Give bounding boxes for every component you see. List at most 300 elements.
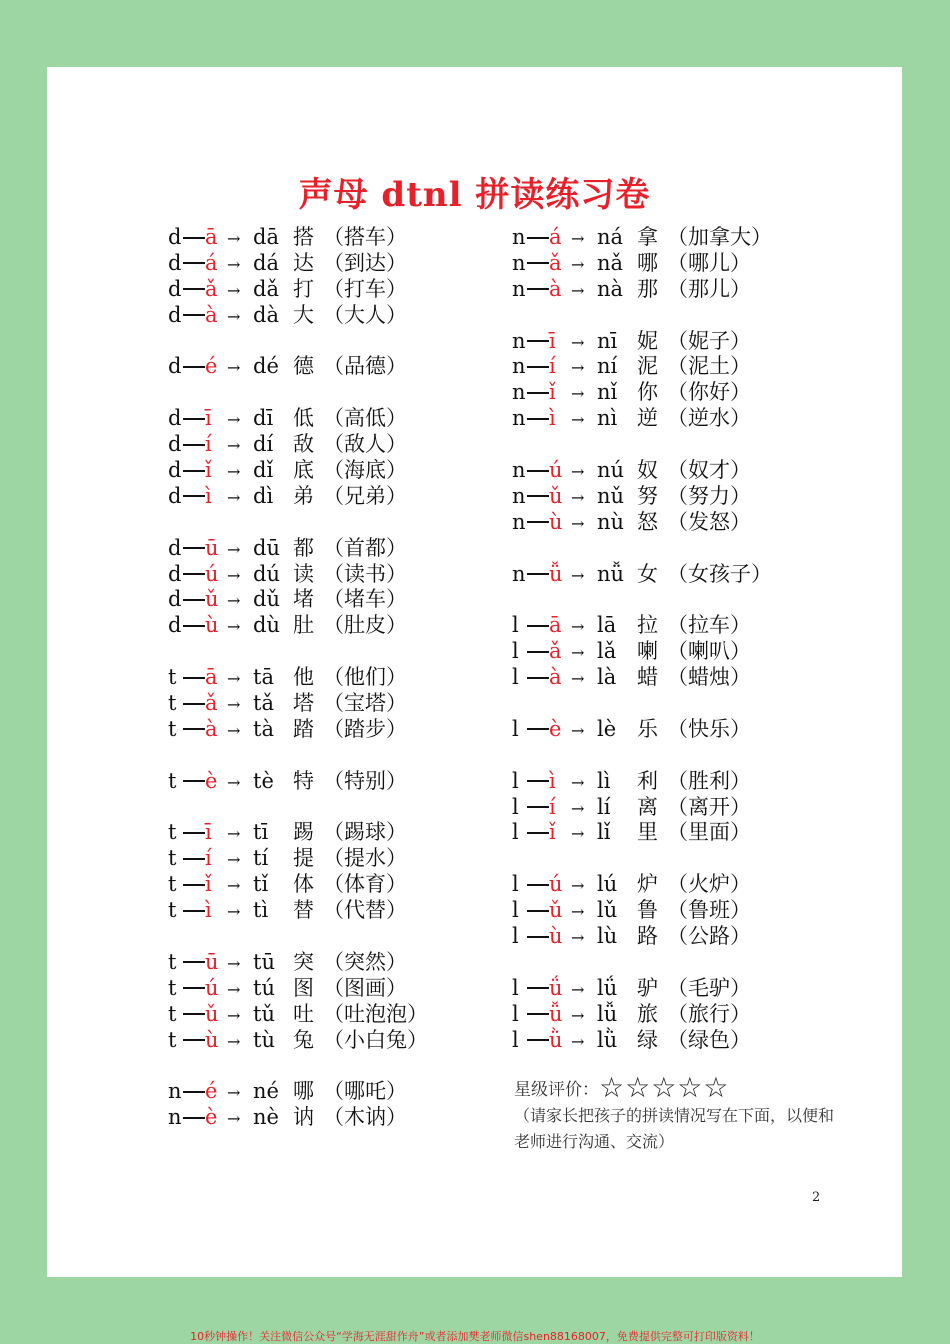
page-number: 2: [812, 1190, 821, 1205]
character: 底: [293, 458, 314, 483]
arrow-icon: →: [227, 410, 241, 430]
arrow-icon: →: [227, 772, 241, 792]
character: 绿: [637, 1027, 658, 1052]
pinyin-row: [512, 329, 772, 355]
blank-row: [168, 743, 428, 769]
pinyin-row: [168, 225, 428, 251]
connector-dash: [183, 314, 205, 316]
connector-dash: [183, 858, 205, 860]
syllable: tù: [253, 1027, 275, 1052]
connector-dash: [183, 573, 205, 575]
initial: n: [168, 1079, 182, 1104]
arrow-icon: →: [227, 695, 241, 715]
final: ī: [205, 406, 212, 431]
final: í: [549, 794, 556, 819]
connector-dash: [527, 392, 549, 394]
example-word: （你好）: [667, 380, 751, 405]
connector-dash: [183, 884, 205, 886]
character: 利: [637, 768, 658, 793]
arrow-icon: →: [227, 824, 241, 844]
character: 路: [637, 924, 658, 949]
star-rating[interactable]: ☆☆☆☆☆: [599, 1071, 730, 1104]
syllable: lǐ: [597, 820, 611, 845]
syllable: tà: [253, 716, 274, 741]
pinyin-row: [512, 225, 772, 251]
final: ǎ: [549, 250, 562, 275]
blank-row: [512, 950, 772, 976]
pinyin-row: [512, 562, 772, 588]
character: 那: [637, 276, 658, 301]
connector-dash: [527, 884, 549, 886]
arrow-icon: →: [571, 902, 585, 922]
connector-dash: [527, 366, 549, 368]
initial: n: [512, 276, 526, 301]
example-word: （泥土）: [667, 354, 751, 379]
arrow-icon: →: [227, 979, 241, 999]
initial: l: [512, 1027, 519, 1052]
connector-dash: [183, 288, 205, 290]
character: 里: [637, 820, 658, 845]
character: 炉: [637, 872, 658, 897]
character: 乐: [637, 716, 658, 741]
connector-dash: [527, 495, 549, 497]
connector-dash: [183, 703, 205, 705]
initial: n: [512, 561, 526, 586]
syllable: dā: [253, 225, 279, 249]
arrow-icon: →: [571, 669, 585, 689]
pinyin-row: [512, 769, 772, 795]
final: í: [205, 432, 212, 457]
syllable: lǎ: [597, 639, 617, 664]
connector-dash: [183, 1091, 205, 1093]
final: ī: [549, 328, 556, 353]
character: 敌: [293, 432, 314, 457]
pinyin-row: [168, 613, 428, 639]
rating-section: [514, 1071, 844, 1155]
initial: l: [512, 820, 519, 845]
connector-dash: [183, 677, 205, 679]
arrow-icon: →: [227, 669, 241, 689]
syllable: nì: [597, 406, 618, 431]
initial: l: [512, 924, 519, 949]
character: 打: [293, 276, 314, 301]
pinyin-row: [168, 691, 428, 717]
blank-row: [168, 1054, 428, 1080]
character: 都: [293, 535, 314, 560]
syllable: lí: [597, 794, 611, 819]
initial: d: [168, 613, 182, 638]
connector-dash: [527, 936, 549, 938]
pinyin-row: [168, 1105, 428, 1131]
final: ù: [205, 1027, 219, 1052]
example-word: （敌人）: [323, 432, 407, 457]
syllable: tū: [253, 949, 275, 974]
initial: t: [168, 872, 177, 897]
example-word: （宝塔）: [323, 691, 407, 716]
pinyin-row: [512, 406, 772, 432]
final: á: [205, 250, 218, 275]
footer-banner: 10秒钟操作！关注微信公众号“学海无涯甜作舟”或者添加樊老师微信shen88168007，免费提供完整可打印版资料！: [190, 1330, 760, 1343]
example-word: （女孩子）: [667, 561, 772, 586]
syllable: nù: [597, 509, 625, 534]
arrow-icon: →: [571, 565, 585, 585]
character: 鲁: [637, 898, 658, 923]
syllable: tè: [253, 768, 274, 793]
final: ì: [549, 768, 556, 793]
arrow-icon: →: [571, 928, 585, 948]
initial: t: [168, 1001, 177, 1026]
syllable: né: [253, 1079, 279, 1104]
initial: d: [168, 250, 182, 275]
character: 塔: [293, 691, 314, 716]
character: 拉: [637, 613, 658, 638]
blank-row: [168, 510, 428, 536]
arrow-icon: →: [571, 229, 585, 248]
blank-row: [512, 432, 772, 458]
initial: l: [512, 872, 519, 897]
example-word: （肚皮）: [323, 613, 407, 638]
arrow-icon: →: [227, 591, 241, 611]
example-word: （拉车）: [667, 613, 751, 638]
initial: n: [512, 250, 526, 275]
final: è: [205, 1105, 218, 1130]
final: ǘ: [549, 975, 563, 1000]
connector-dash: [527, 237, 549, 239]
connector-dash: [183, 961, 205, 963]
syllable: ná: [597, 225, 624, 249]
syllable: dí: [253, 432, 274, 457]
syllable: ní: [597, 354, 618, 379]
pinyin-row: [512, 898, 772, 924]
connector-dash: [527, 1013, 549, 1015]
arrow-icon: →: [571, 772, 585, 792]
example-word: （提水）: [323, 846, 407, 871]
final: ǔ: [549, 898, 563, 923]
final: ū: [205, 949, 219, 974]
arrow-icon: →: [571, 643, 585, 663]
pinyin-row: [168, 898, 428, 924]
example-word: （哪吒）: [323, 1079, 407, 1104]
example-word: （打车）: [323, 276, 407, 301]
character: 哪: [293, 1079, 314, 1104]
arrow-icon: →: [227, 280, 241, 300]
connector-dash: [527, 340, 549, 342]
example-word: （那儿）: [667, 276, 751, 301]
syllable: dá: [253, 250, 279, 275]
pinyin-row: [512, 458, 772, 484]
pinyin-row: [168, 587, 428, 613]
character: 你: [637, 380, 658, 405]
final: ù: [549, 509, 563, 534]
initial: l: [512, 975, 519, 1000]
final: ú: [549, 458, 563, 483]
final: ū: [205, 535, 219, 560]
character: 旅: [637, 1001, 658, 1026]
initial: n: [512, 354, 526, 379]
syllable: tǔ: [253, 1001, 275, 1026]
character: 兔: [293, 1027, 314, 1052]
syllable: nè: [253, 1105, 279, 1130]
pinyin-row: [512, 795, 772, 821]
pinyin-row: [168, 251, 428, 277]
example-word: （首都）: [323, 535, 407, 560]
syllable: dī: [253, 406, 274, 431]
syllable: dǐ: [253, 458, 274, 483]
final: ù: [549, 924, 563, 949]
syllable: dé: [253, 354, 279, 379]
pinyin-row: [168, 872, 428, 898]
blank-row: [512, 536, 772, 562]
arrow-icon: →: [227, 487, 241, 507]
arrow-icon: →: [571, 876, 585, 896]
example-word: （他们）: [323, 665, 407, 690]
character: 驴: [637, 975, 658, 1000]
final: ì: [205, 898, 212, 923]
initial: t: [168, 1027, 177, 1052]
arrow-icon: →: [571, 462, 585, 482]
initial: n: [512, 458, 526, 483]
final: ǎ: [205, 691, 218, 716]
connector-dash: [527, 1039, 549, 1041]
connector-dash: [527, 832, 549, 834]
character: 弟: [293, 483, 314, 508]
character: 吐: [293, 1001, 314, 1026]
blank-row: [168, 329, 428, 355]
pinyin-row: [168, 536, 428, 562]
arrow-icon: →: [571, 1031, 585, 1051]
blank-row: [512, 587, 772, 613]
syllable: là: [597, 665, 617, 690]
connector-dash: [527, 677, 549, 679]
final: à: [205, 716, 218, 741]
example-word: （大人）: [323, 302, 407, 327]
pinyin-row: [168, 562, 428, 588]
initial: n: [512, 483, 526, 508]
initial: d: [168, 276, 182, 301]
pinyin-row: [168, 846, 428, 872]
syllable: dū: [253, 535, 280, 560]
pinyin-row: [512, 820, 772, 846]
pinyin-row: [168, 1028, 428, 1054]
arrow-icon: →: [227, 850, 241, 870]
character: 蜡: [637, 665, 658, 690]
final: é: [205, 354, 218, 379]
arrow-icon: →: [227, 902, 241, 922]
character: 妮: [637, 328, 658, 353]
initial: l: [512, 794, 519, 819]
character: 踏: [293, 716, 314, 741]
example-word: （小白兔）: [323, 1027, 428, 1052]
initial: l: [512, 613, 519, 638]
arrow-icon: →: [227, 720, 241, 740]
initial: d: [168, 458, 182, 483]
initial: n: [168, 1105, 182, 1130]
example-word: （离开）: [667, 794, 751, 819]
initial: l: [512, 1001, 519, 1026]
initial: n: [512, 509, 526, 534]
rating-label: 星级评价：: [514, 1080, 599, 1100]
rating-note: （请家长把孩子的拼读情况写在下面，以便和老师进行沟通、交流）: [514, 1106, 835, 1151]
arrow-icon: →: [571, 410, 585, 430]
syllable: nǎ: [597, 250, 624, 275]
pinyin-row: [512, 510, 772, 536]
final: ǔ: [205, 587, 219, 612]
final: è: [205, 768, 218, 793]
character: 搭: [293, 225, 314, 249]
example-word: （图画）: [323, 975, 407, 1000]
blank-row: [512, 691, 772, 717]
syllable: lā: [597, 613, 617, 638]
worksheet-page: [47, 67, 902, 1277]
final: ú: [549, 872, 563, 897]
arrow-icon: →: [571, 384, 585, 404]
arrow-icon: →: [571, 280, 585, 300]
example-word: （兄弟）: [323, 483, 407, 508]
character: 替: [293, 898, 314, 923]
final: à: [549, 665, 562, 690]
final: ǚ: [549, 561, 563, 586]
connector-dash: [527, 910, 549, 912]
character: 哪: [637, 250, 658, 275]
arrow-icon: →: [227, 565, 241, 585]
syllable: tú: [253, 975, 275, 1000]
final: ú: [205, 561, 219, 586]
final: ā: [549, 613, 562, 638]
example-word: （发怒）: [667, 509, 751, 534]
initial: t: [168, 820, 177, 845]
arrow-icon: →: [227, 229, 241, 248]
pinyin-row: [512, 872, 772, 898]
final: ā: [205, 225, 218, 249]
initial: t: [168, 716, 177, 741]
character: 他: [293, 665, 314, 690]
pinyin-row: [512, 924, 772, 950]
initial: l: [512, 898, 519, 923]
pinyin-row: [512, 484, 772, 510]
syllable: dà: [253, 302, 279, 327]
syllable: dì: [253, 483, 274, 508]
pinyin-row: [512, 613, 772, 639]
syllable: dǔ: [253, 587, 280, 612]
connector-dash: [527, 651, 549, 653]
arrow-icon: →: [227, 306, 241, 326]
connector-dash: [527, 780, 549, 782]
connector-dash: [183, 444, 205, 446]
arrow-icon: →: [227, 1083, 241, 1103]
example-word: （搭车）: [323, 225, 407, 249]
example-word: （海底）: [323, 458, 407, 483]
example-word: （鲁班）: [667, 898, 751, 923]
example-word: （吐泡泡）: [323, 1001, 428, 1026]
character: 体: [293, 872, 314, 897]
pinyin-row: [512, 251, 772, 277]
connector-dash: [527, 288, 549, 290]
connector-dash: [183, 470, 205, 472]
initial: t: [168, 975, 177, 1000]
example-word: （读书）: [323, 561, 407, 586]
pinyin-row: [168, 458, 428, 484]
character: 读: [293, 561, 314, 586]
example-word: （高低）: [323, 406, 407, 431]
pinyin-row: [168, 820, 428, 846]
final: ǔ: [205, 1001, 219, 1026]
syllable: nú: [597, 458, 625, 483]
final: ù: [205, 613, 219, 638]
pinyin-row: [168, 665, 428, 691]
character: 突: [293, 949, 314, 974]
syllable: lǜ: [597, 1027, 618, 1052]
syllable: lǔ: [597, 898, 618, 923]
example-word: （加拿大）: [667, 225, 772, 249]
example-word: （毛驴）: [667, 975, 751, 1000]
syllable: tǐ: [253, 872, 269, 897]
connector-dash: [527, 625, 549, 627]
final: í: [549, 354, 556, 379]
example-word: （绿色）: [667, 1027, 751, 1052]
pinyin-row: [512, 1028, 772, 1054]
connector-dash: [527, 521, 549, 523]
connector-dash: [183, 1013, 205, 1015]
pinyin-row: [168, 1002, 428, 1028]
syllable: tí: [253, 846, 269, 871]
arrow-icon: →: [571, 617, 585, 637]
syllable: tā: [253, 665, 274, 690]
initial: d: [168, 483, 182, 508]
character: 女: [637, 561, 658, 586]
initial: t: [168, 846, 177, 871]
syllable: dù: [253, 613, 280, 638]
connector-dash: [527, 728, 549, 730]
initial: n: [512, 328, 526, 353]
arrow-icon: →: [571, 332, 585, 352]
character: 堵: [293, 587, 314, 612]
syllable: tì: [253, 898, 269, 923]
pinyin-row: [512, 639, 772, 665]
pinyin-row: [168, 976, 428, 1002]
example-word: （奴才）: [667, 458, 751, 483]
arrow-icon: →: [571, 358, 585, 378]
syllable: lǚ: [597, 1001, 618, 1026]
connector-dash: [183, 1117, 205, 1119]
character: 踢: [293, 820, 314, 845]
initial: t: [168, 665, 177, 690]
example-word: （哪儿）: [667, 250, 751, 275]
syllable: lù: [597, 924, 618, 949]
connector-dash: [183, 780, 205, 782]
connector-dash: [183, 599, 205, 601]
final: ǐ: [549, 820, 556, 845]
final: ǎ: [205, 276, 218, 301]
connector-dash: [183, 495, 205, 497]
blank-row: [512, 303, 772, 329]
initial: d: [168, 354, 182, 379]
syllable: nǚ: [597, 561, 625, 586]
example-word: （踢球）: [323, 820, 407, 845]
initial: d: [168, 406, 182, 431]
character: 奴: [637, 458, 658, 483]
example-word: （努力）: [667, 483, 751, 508]
connector-dash: [527, 987, 549, 989]
example-word: （到达）: [323, 250, 407, 275]
right-column: [512, 225, 772, 1054]
final: è: [549, 716, 562, 741]
connector-dash: [527, 806, 549, 808]
syllable: lú: [597, 872, 618, 897]
syllable: dǎ: [253, 276, 279, 301]
initial: d: [168, 535, 182, 560]
example-word: （旅行）: [667, 1001, 751, 1026]
initial: l: [512, 716, 519, 741]
